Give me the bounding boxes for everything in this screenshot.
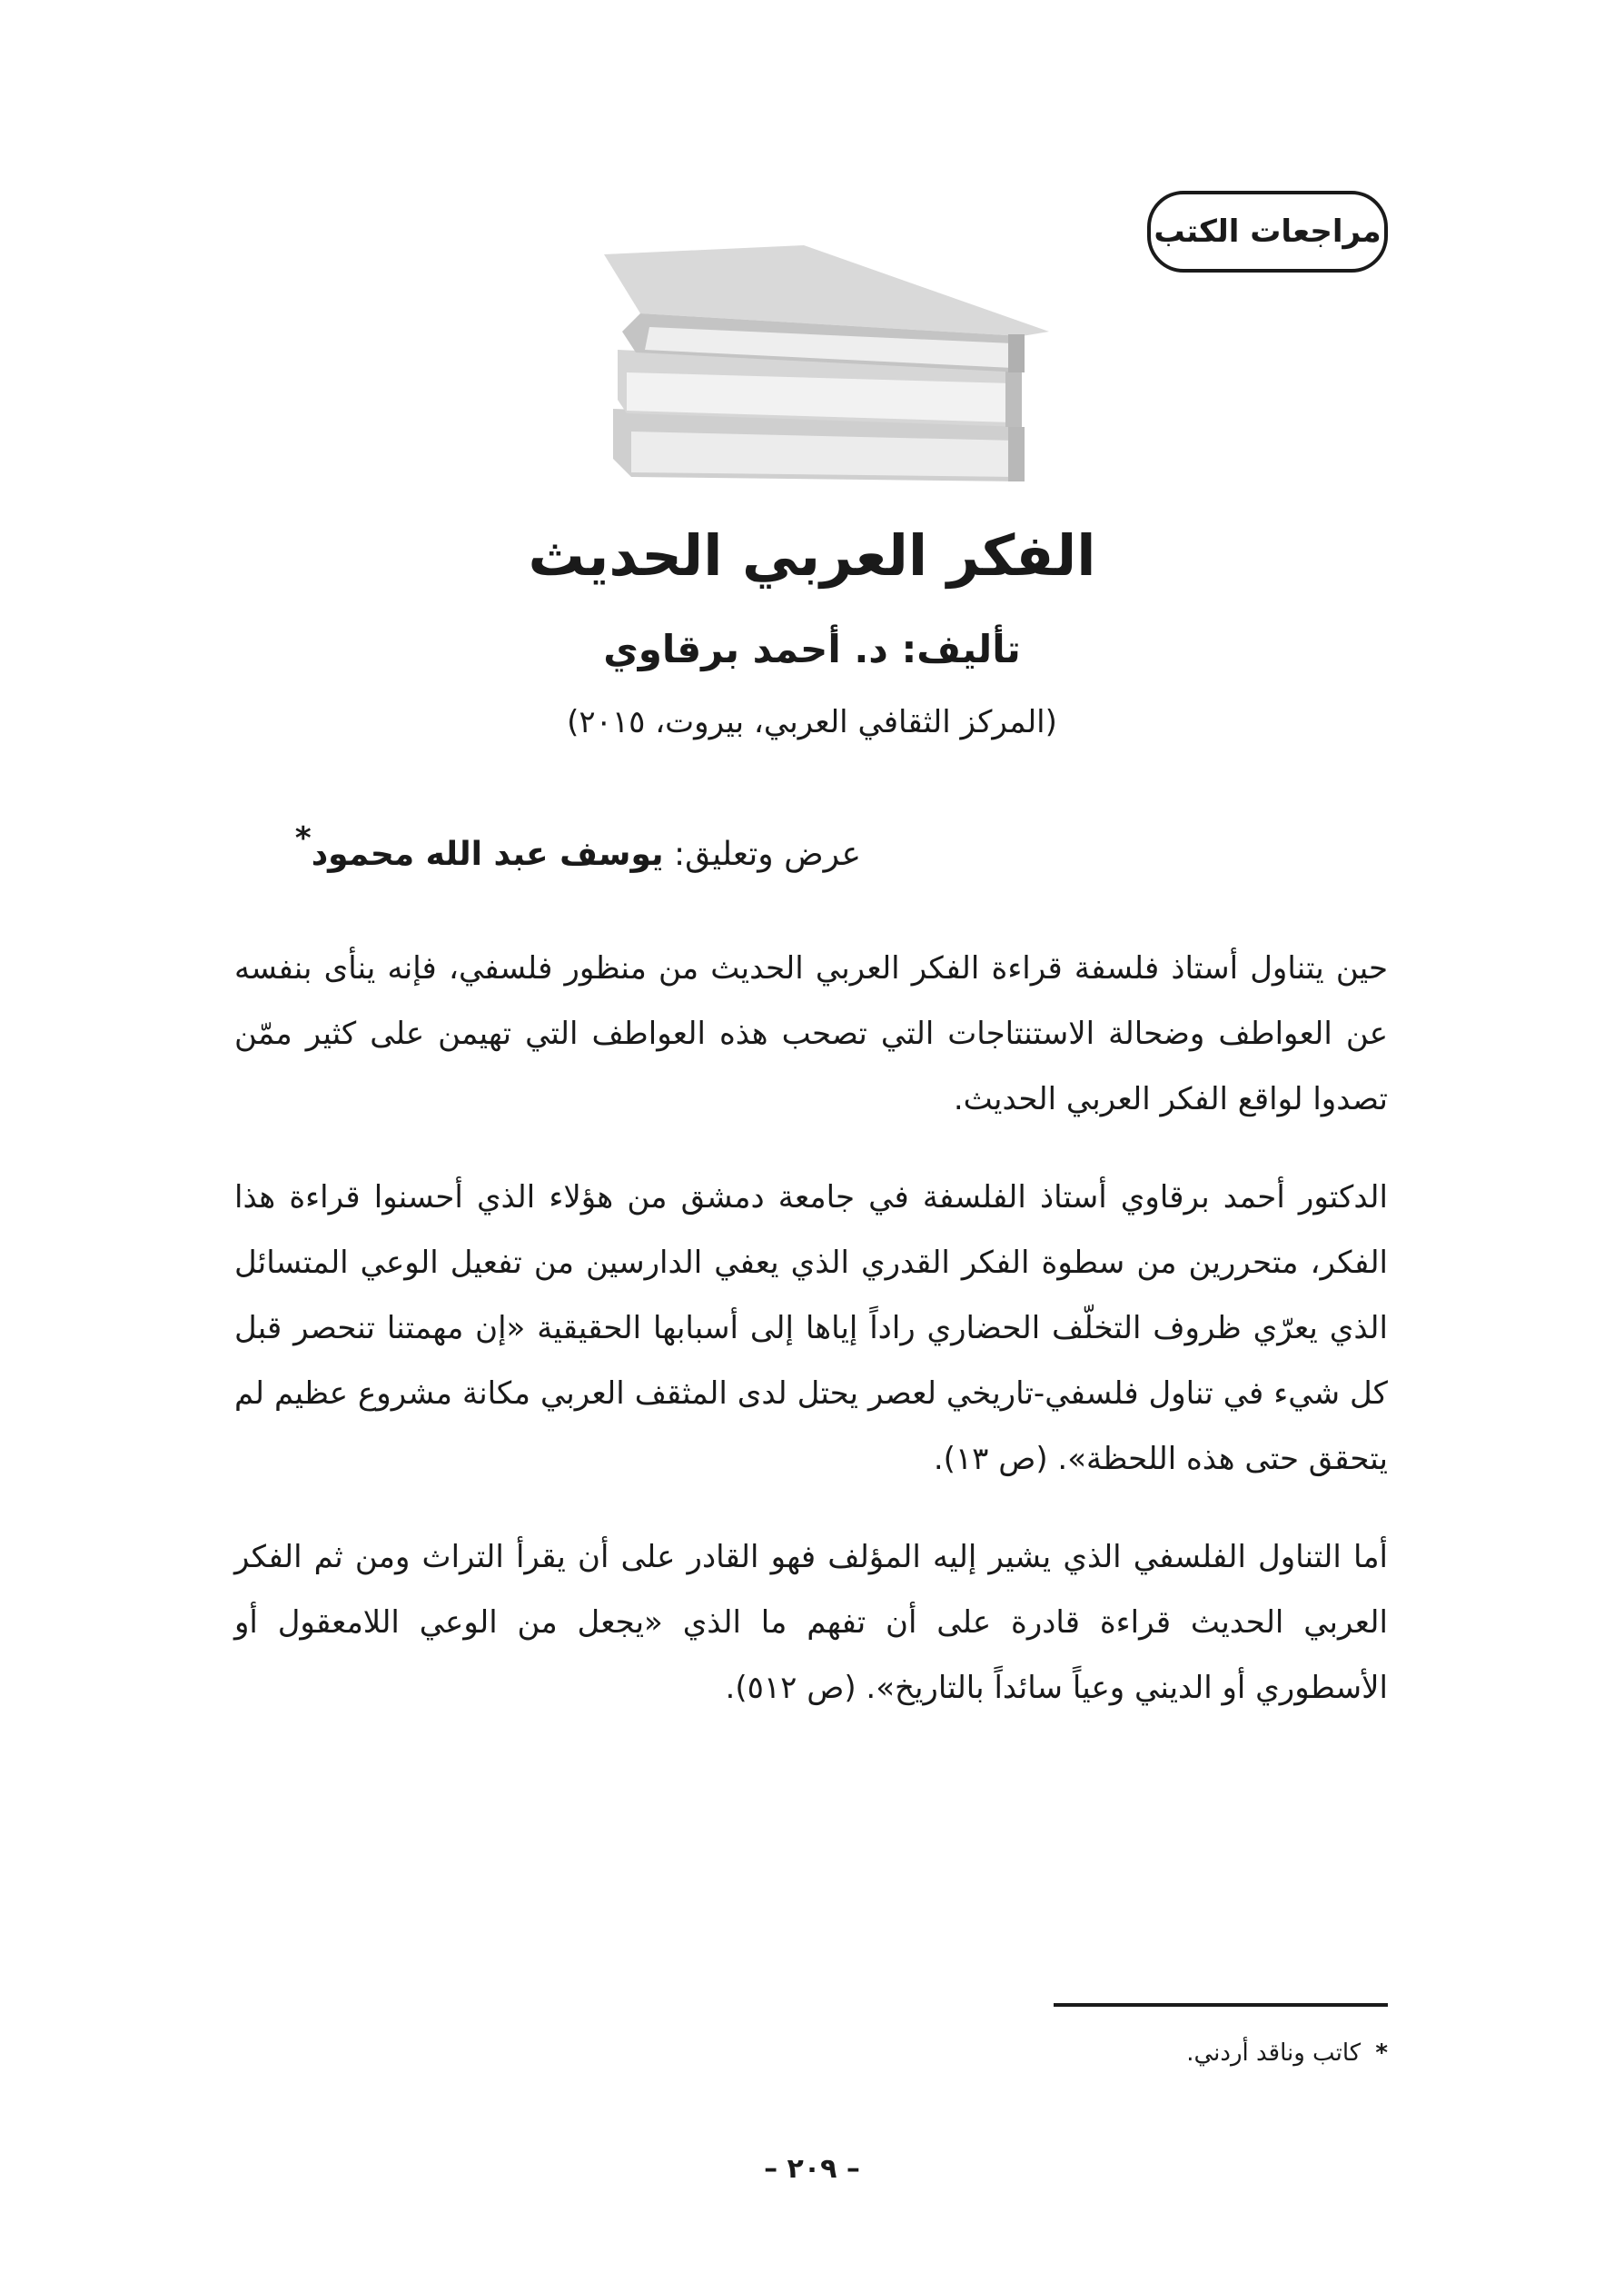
paragraph: الدكتور أحمد برقاوي أستاذ الفلسفة في جامعة دمشق من هؤلاء الذي أحسنوا قراءة هذا الفكر، متحررين من سطوة الفكر القدري الذي يعفي الدارسين من تفعيل الوعي المتسائل الذي يعرّي ظروف التخلّف الحضاري راداً إياها إلى أسبابها الحقيقية «إن مهمتنا تنحصر قبل كل شيء في تناول فلسفي-تاريخي لعصر يحتل لدى المثقف العربي مكانة مشروع عظيم لم يتحقق حتى هذه اللحظة». (ص ١٣). [234, 1179, 1388, 1477]
footnote [1186, 2039, 1388, 2067]
reviewer-label: عرض وتعليق: [673, 836, 861, 873]
paragraph: أما التناول الفلسفي الذي يشير إليه المؤلف فهو القادر على أن يقرأ التراث ومن ثم الفكر العربي الحديث قراءة قادرة على أن تفهم ما الذي «يجعل من الوعي اللامعقول أو الأسطوري أو الديني وعياً سائداً بالتاريخ». (ص ٥١٢). [234, 1539, 1388, 1706]
book-author: تأليف: د. أحمد برقاوي [603, 627, 1021, 671]
footnote-text: كاتب وناقد أردني. [1186, 2039, 1362, 2067]
footnote-reference-mark: * [294, 820, 312, 857]
books-stack-icon [595, 245, 1067, 500]
section-label: مراجعات الكتب [1147, 191, 1388, 273]
review-body [234, 936, 1388, 1753]
footnote-marker: * [1375, 2039, 1388, 2067]
paragraph: حين يتناول أستاذ فلسفة قراءة الفكر العربي الحديث من منظور فلسفي، فإنه ينأى بنفسه عن العواطف وضحالة الاستنتاجات التي تصحب هذه العواطف التي تهيمن على كثير ممّن تصدوا لواقع الفكر العربي الحديث. [234, 950, 1388, 1117]
page-number: – ٢٠٩ – [764, 2153, 860, 2185]
reviewer-name: يوسف عبد الله محمود [311, 836, 664, 873]
reviewer-line [294, 820, 861, 873]
book-top [604, 245, 1049, 372]
book-publisher: (المركز الثقافي العربي، بيروت، ٢٠١٥) [567, 704, 1057, 740]
book-title: الفكر العربي الحديث [528, 522, 1096, 589]
footnote-divider [1054, 2003, 1388, 2007]
